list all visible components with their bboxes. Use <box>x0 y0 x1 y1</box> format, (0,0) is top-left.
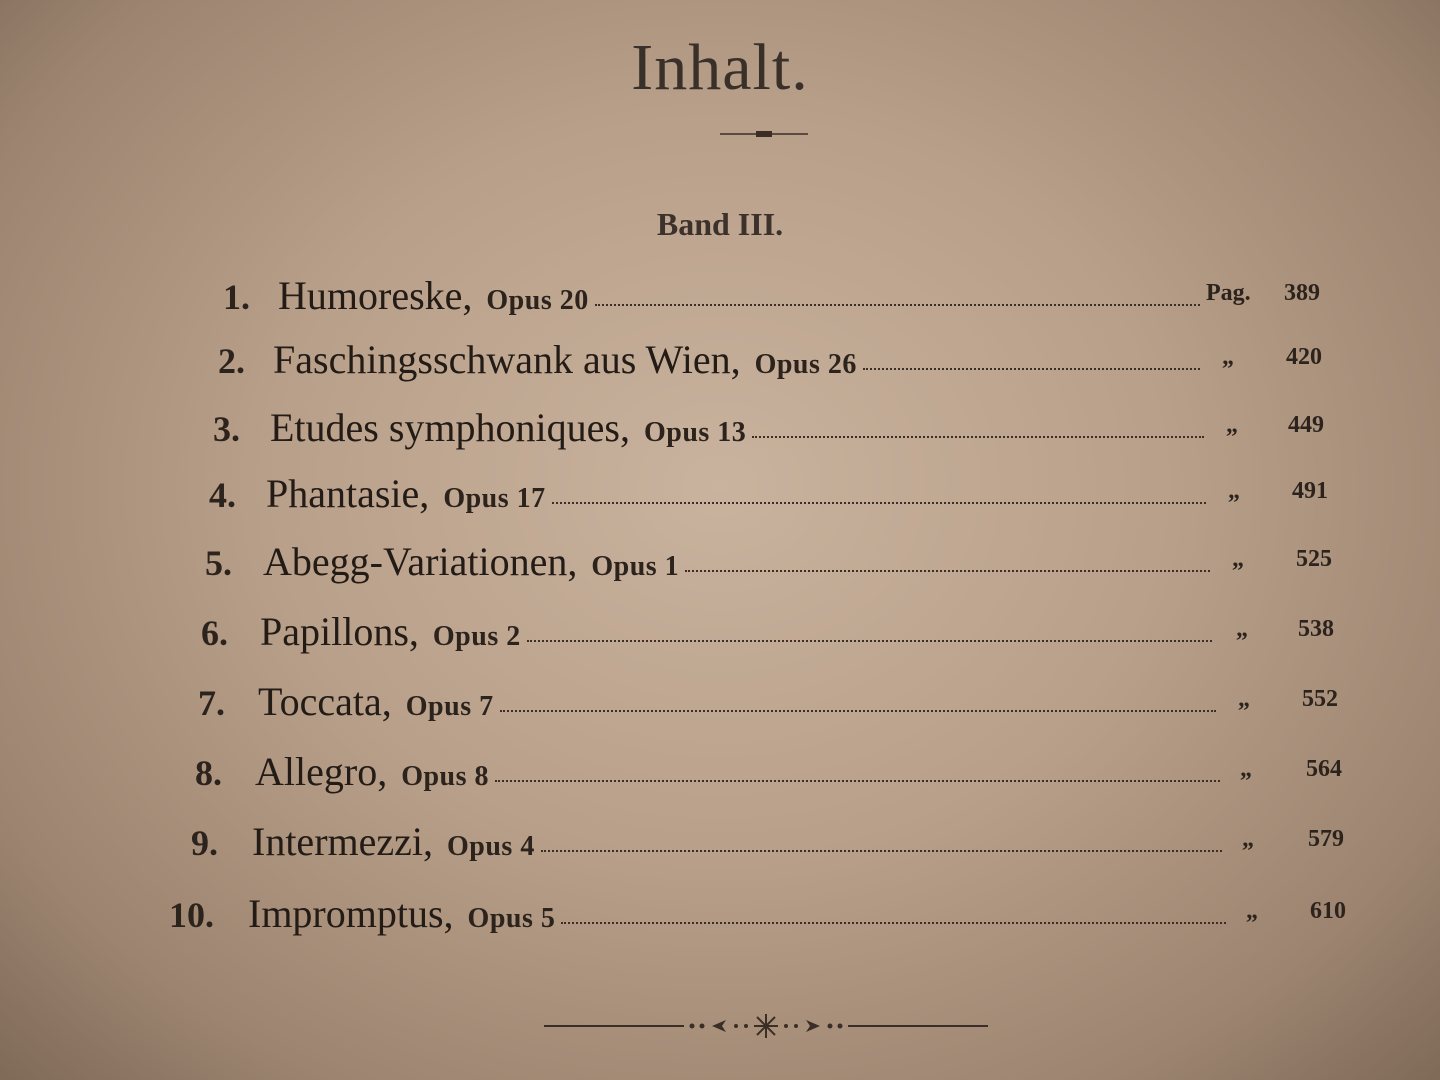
entry-number: 7. <box>198 683 225 723</box>
entry-title-text: Papillons, <box>260 609 419 654</box>
toc-entry[interactable] <box>0 819 1440 868</box>
entry-opus: Opus 8 <box>401 761 490 792</box>
entry-number: 4. <box>209 475 236 515</box>
entry-opus: Opus 5 <box>467 903 556 934</box>
toc-entry[interactable] <box>0 539 1440 588</box>
dot-leader <box>552 502 1206 504</box>
entry-title-text: Impromptus, <box>248 891 454 936</box>
entry-page-number: 389 <box>1284 280 1320 306</box>
entry-page-number: 564 <box>1306 756 1342 782</box>
entry-title-text: Faschingsschwank aus Wien, <box>273 337 741 382</box>
toc-entry[interactable] <box>0 891 1440 940</box>
end-ornament <box>544 1012 988 1040</box>
entry-opus: Opus 13 <box>643 417 747 448</box>
entry-title-text: Humoreske, <box>278 273 473 318</box>
entry-title <box>260 608 521 655</box>
ditto-mark: „ <box>1242 826 1254 852</box>
entry-title <box>270 404 746 451</box>
entry-page-number: 610 <box>1310 898 1346 924</box>
ditto-mark: „ <box>1232 546 1244 572</box>
entry-number: 2. <box>218 341 245 381</box>
entry-title-text: Toccata, <box>258 679 392 724</box>
entry-opus: Opus 1 <box>591 551 680 582</box>
entry-opus: Opus 4 <box>447 831 535 862</box>
dot-leader <box>752 436 1204 438</box>
entry-page-number: 579 <box>1308 826 1344 852</box>
entry-page-number: 525 <box>1296 546 1332 572</box>
dot-leader <box>561 922 1226 924</box>
entry-title-text: Allegro, <box>255 749 388 794</box>
toc-entry[interactable] <box>0 679 1440 728</box>
entry-number: 3. <box>213 409 240 449</box>
entry-number: 5. <box>205 543 232 583</box>
entry-title <box>266 470 546 517</box>
entry-title <box>258 678 494 725</box>
ditto-mark: „ <box>1226 412 1238 438</box>
toc-entry[interactable] <box>0 749 1440 798</box>
entry-title <box>255 748 489 795</box>
entry-title-text: Etudes symphoniques, <box>270 405 630 450</box>
entry-opus: Opus 2 <box>432 621 521 652</box>
entry-number: 10. <box>169 895 214 935</box>
dot-leader <box>495 780 1220 782</box>
entry-opus: Opus 20 <box>486 285 589 316</box>
toc-entry[interactable] <box>0 337 1440 386</box>
entry-title-text: Phantasie, <box>266 471 430 516</box>
entry-page-number: 538 <box>1298 616 1334 642</box>
ditto-mark: „ <box>1238 686 1250 712</box>
entry-title <box>278 272 589 319</box>
dot-leader <box>527 640 1212 642</box>
entry-number: 1. <box>223 277 250 317</box>
entry-page-number: 552 <box>1302 686 1338 712</box>
entry-number: 8. <box>195 753 222 793</box>
entry-opus: Opus 26 <box>754 349 857 380</box>
toc-entry[interactable] <box>0 273 1440 322</box>
entry-page-number: 491 <box>1292 478 1328 504</box>
entry-title <box>273 336 857 383</box>
dot-leader <box>685 570 1210 572</box>
entry-title-text: Abegg-Variationen, <box>263 539 578 584</box>
entry-opus: Opus 17 <box>443 483 546 514</box>
entry-number: 9. <box>191 823 218 863</box>
entry-title <box>263 538 679 585</box>
ditto-mark: „ <box>1240 756 1252 782</box>
page-title: Inhalt. <box>631 31 809 104</box>
entry-number: 6. <box>201 613 228 653</box>
dot-leader <box>500 710 1216 712</box>
ditto-mark: „ <box>1236 616 1248 642</box>
toc-entry[interactable] <box>0 609 1440 658</box>
entry-title <box>252 818 535 865</box>
entry-opus: Opus 7 <box>405 691 494 722</box>
dot-leader <box>595 304 1200 306</box>
ditto-mark: „ <box>1228 478 1240 504</box>
pag-label: Pag. <box>1206 280 1251 306</box>
ditto-mark: „ <box>1246 898 1258 924</box>
entry-title-text: Intermezzi, <box>252 819 433 864</box>
band-heading: Band III. <box>656 206 784 242</box>
entry-page-number: 449 <box>1288 412 1324 438</box>
toc-entry[interactable] <box>0 471 1440 520</box>
toc-entry[interactable] <box>0 405 1440 454</box>
entry-page-number: 420 <box>1286 344 1322 370</box>
dot-leader <box>541 850 1222 852</box>
dot-leader <box>863 368 1200 370</box>
ditto-mark: „ <box>1222 344 1234 370</box>
entry-title <box>248 890 555 937</box>
